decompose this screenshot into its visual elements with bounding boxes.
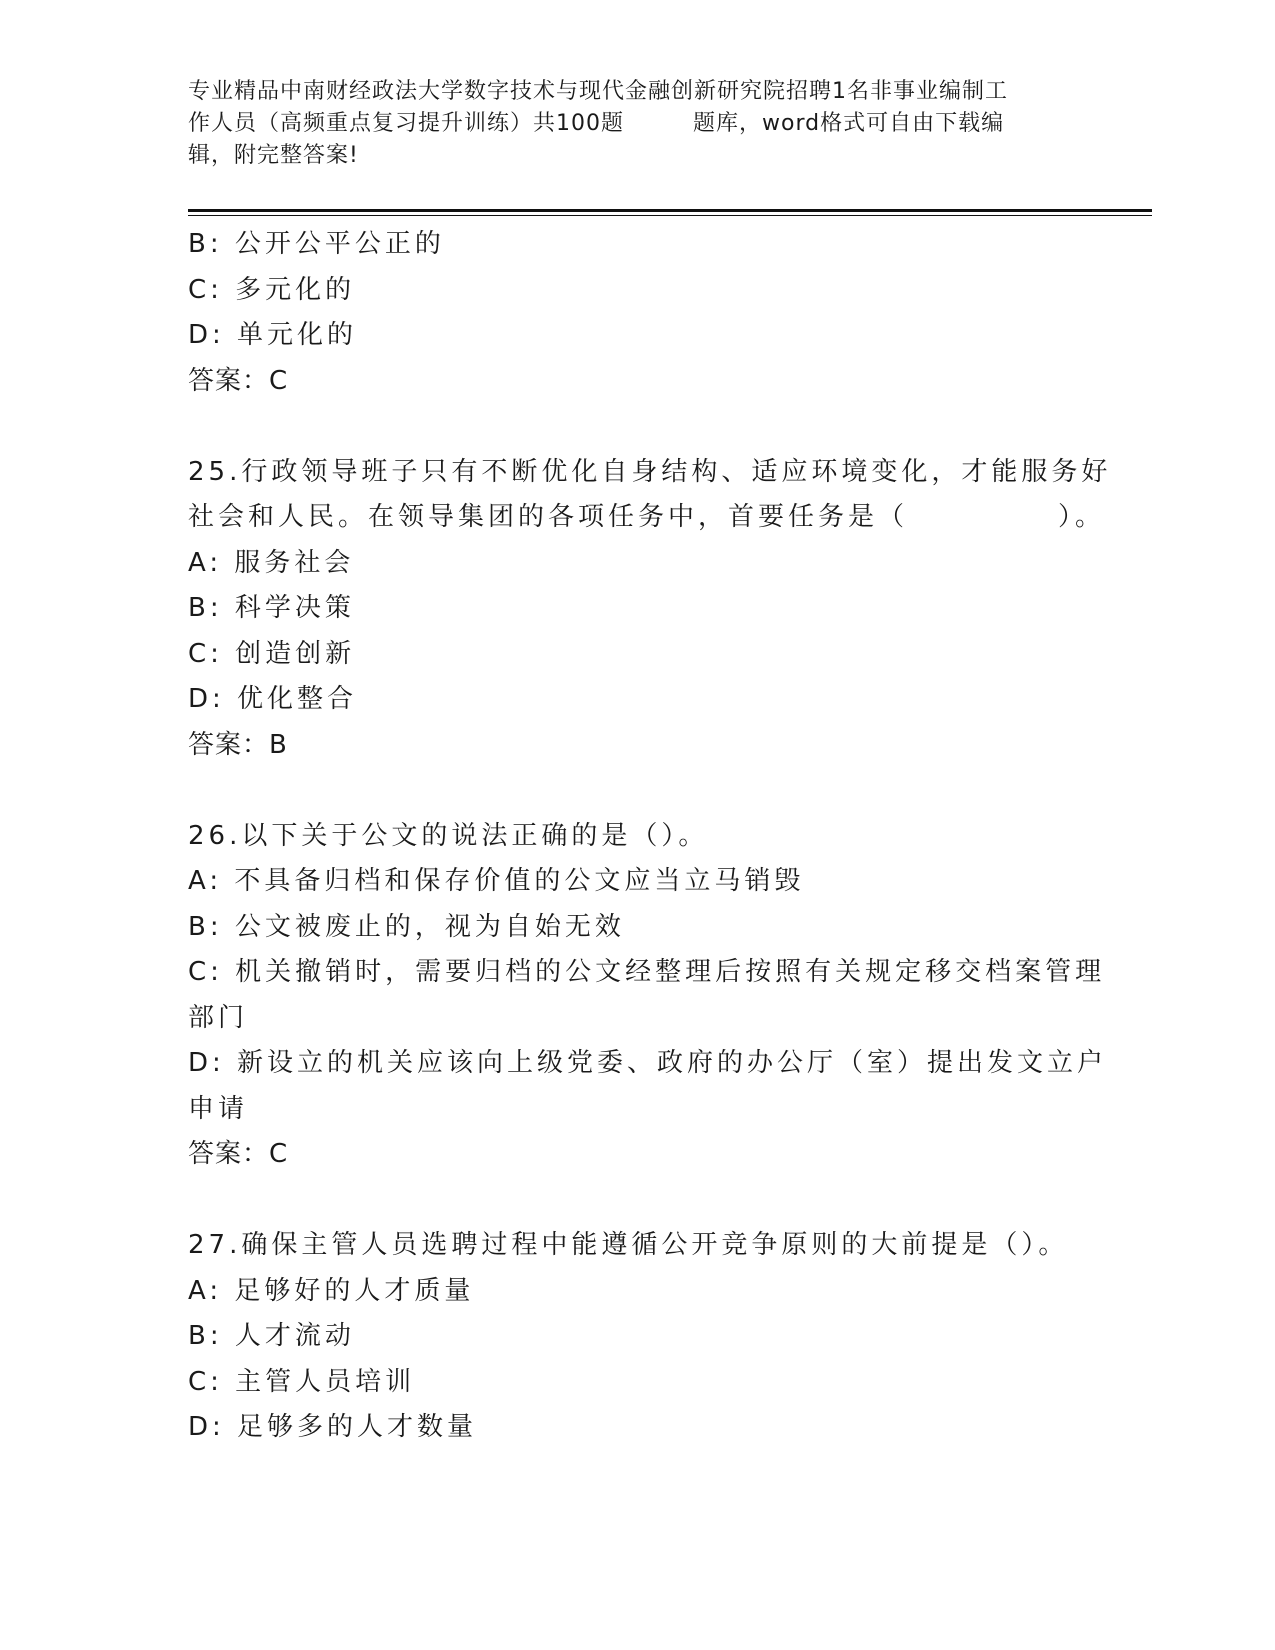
spacer (188, 768, 1088, 814)
q26-option-b: B: 公文被废止的，视为自始无效 (188, 911, 625, 942)
header-line-2: 作人员（高频重点复习提升训练）共100题 题库，word格式可自由下载编 (188, 111, 1005, 136)
q27-option-d: D: 足够多的人才数量 (188, 1412, 478, 1442)
header-line-3: 辑，附完整答案! (188, 143, 359, 168)
q24-option-d: D: 单元化的 (188, 320, 358, 350)
q26-answer: 答案：C (188, 1139, 289, 1169)
q27-stem: 27.确保主管人员选聘过程中能遵循公开竞争原则的大前提是（）。 (188, 1230, 1069, 1260)
q24-option-c: C: 多元化的 (188, 274, 356, 305)
q26-option-c-line-1: C: 机关撤销时，需要归档的公文经整理后按照有关规定移交档案管理 (188, 957, 1106, 987)
spacer (188, 404, 1088, 450)
q26-option-d-line-2: 申请 (188, 1093, 249, 1124)
q25-option-d: D: 优化整合 (188, 684, 358, 714)
q25-answer: 答案：B (188, 729, 288, 760)
document-header (188, 76, 1088, 172)
q27-option-a: A: 足够好的人才质量 (188, 1275, 475, 1306)
q26-option-a: A: 不具备归档和保存价值的公文应当立马销毁 (188, 866, 805, 896)
q26-option-d-line-1: D: 新设立的机关应该向上级党委、政府的办公厅（室）提出发文立户 (188, 1048, 1108, 1078)
q26-stem: 26.以下关于公文的说法正确的是（）。 (188, 820, 709, 851)
header-divider-thin (188, 215, 1152, 216)
question-list (188, 222, 1112, 1451)
spacer (188, 1178, 1088, 1224)
q26-option-c-line-2: 部门 (188, 1002, 249, 1033)
q25-stem-line-1: 25.行政领导班子只有不断优化自身结构、适应环境变化，才能服务好 (188, 456, 1112, 487)
q27-option-b: B: 人才流动 (188, 1321, 355, 1351)
q25-option-c: C: 创造创新 (188, 638, 356, 669)
q25-stem-line-2: 社会和人民。在领导集团的各项任务中，首要任务是（ ）。 (188, 502, 1106, 532)
q25-option-a: A: 服务社会 (188, 547, 355, 578)
q24-answer: 答案：C (188, 365, 289, 396)
q27-option-c: C: 主管人员培训 (188, 1366, 416, 1397)
q24-option-b: B: 公开公平公正的 (188, 229, 445, 259)
header-divider-thick (188, 209, 1152, 212)
q25-option-b: B: 科学决策 (188, 593, 355, 623)
header-line-1: 专业精品中南财经政法大学数字技术与现代金融创新研究院招聘1名非事业编制工 (188, 79, 1008, 104)
